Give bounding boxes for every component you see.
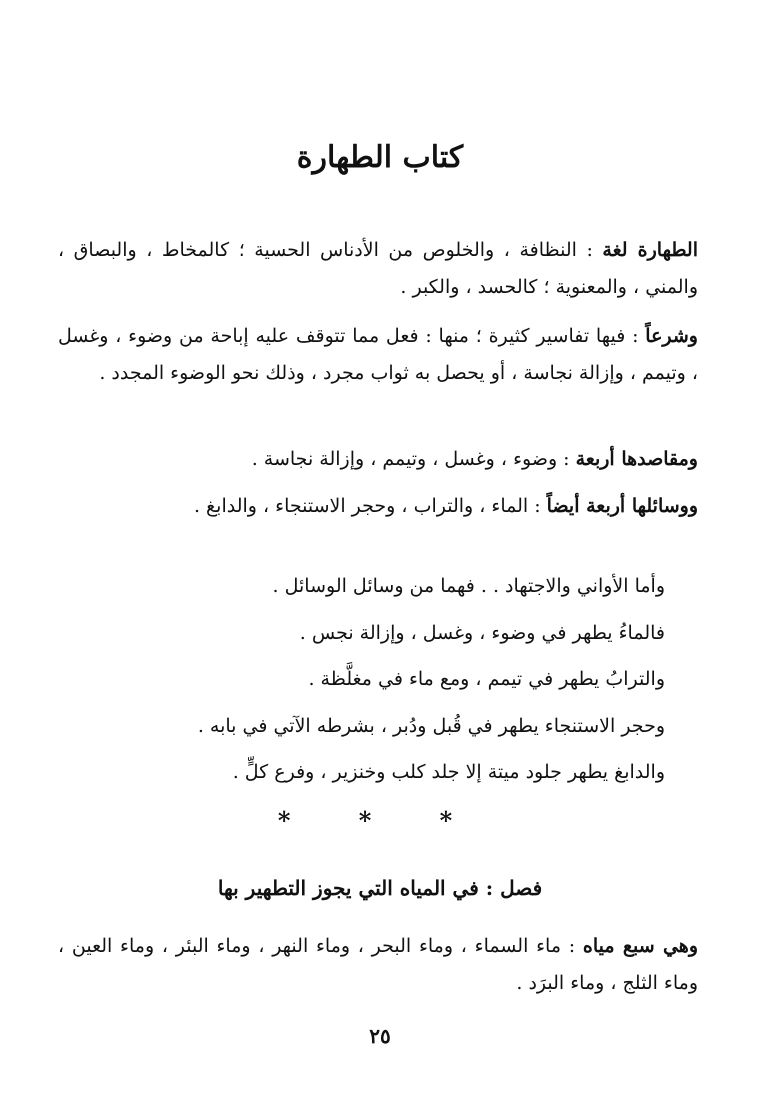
paragraph-linguistic-definition [58,232,698,306]
section-separator: * * * [277,806,483,835]
paragraph-head: وشرعاً [645,325,698,347]
paragraph-body: : الماء ، والتراب ، وحجر الاستنجاء ، والدابغ . [193,495,547,517]
list-item: فالماءُ يطهر في وضوء ، وغسل ، وإزالة نجس . [299,622,665,644]
paragraph-seven-waters [58,928,698,1002]
section-title: فصل : في المياه التي يجوز التطهير بها [217,876,543,900]
paragraph-body: : وضوء ، وغسل ، وتيمم ، وإزالة نجاسة . [251,448,576,470]
paragraph-head: وهي سبع مياه [582,935,698,957]
chapter-title: كتاب الطهارة [296,140,464,175]
paragraph-purposes [58,441,698,478]
list-item: والدابغ يطهر جلود ميتة إلا جلد كلب وخنزير ، وفرع كلٍّ . [232,761,665,783]
paragraph-head: الطهارة لغة [602,239,699,261]
paragraph-head: ومقاصدها أربعة [575,448,698,470]
list-item: والترابُ يطهر في تيمم ، ومع ماء في مغلَّظة . [308,668,665,690]
paragraph-body: : فيها تفاسير كثيرة ؛ منها : فعل مما تتوقف عليه إباحة من وضوء ، وغسل ، وتيمم ، وإزالة نجاسة ، أو يحصل به ثواب مجرد ، وذلك نحو الوضوء المجدد . [58,325,698,384]
list-item: وحجر الاستنجاء يطهر في قُبل ودُبر ، بشرطه الآتي في بابه . [197,715,665,737]
paragraph-head: ووسائلها أربعة أيضاً [546,495,698,517]
paragraph-legal-definition [58,318,698,392]
paragraph-means [58,488,698,525]
paragraph-body: : النظافة ، والخلوص من الأدناس الحسية ؛ كالمخاط ، والبصاق ، والمني ، والمعنوية ؛ كالحسد ، والكبر . [58,239,698,298]
page-number: ٢٥ [369,1024,391,1048]
paragraph-body: : ماء السماء ، وماء البحر ، وماء النهر ، وماء البئر ، وماء العين ، وماء الثلج ، وماء البرَد . [58,935,698,994]
list-item: وأما الأواني والاجتهاد . . فهما من وسائل الوسائل . [272,575,665,597]
